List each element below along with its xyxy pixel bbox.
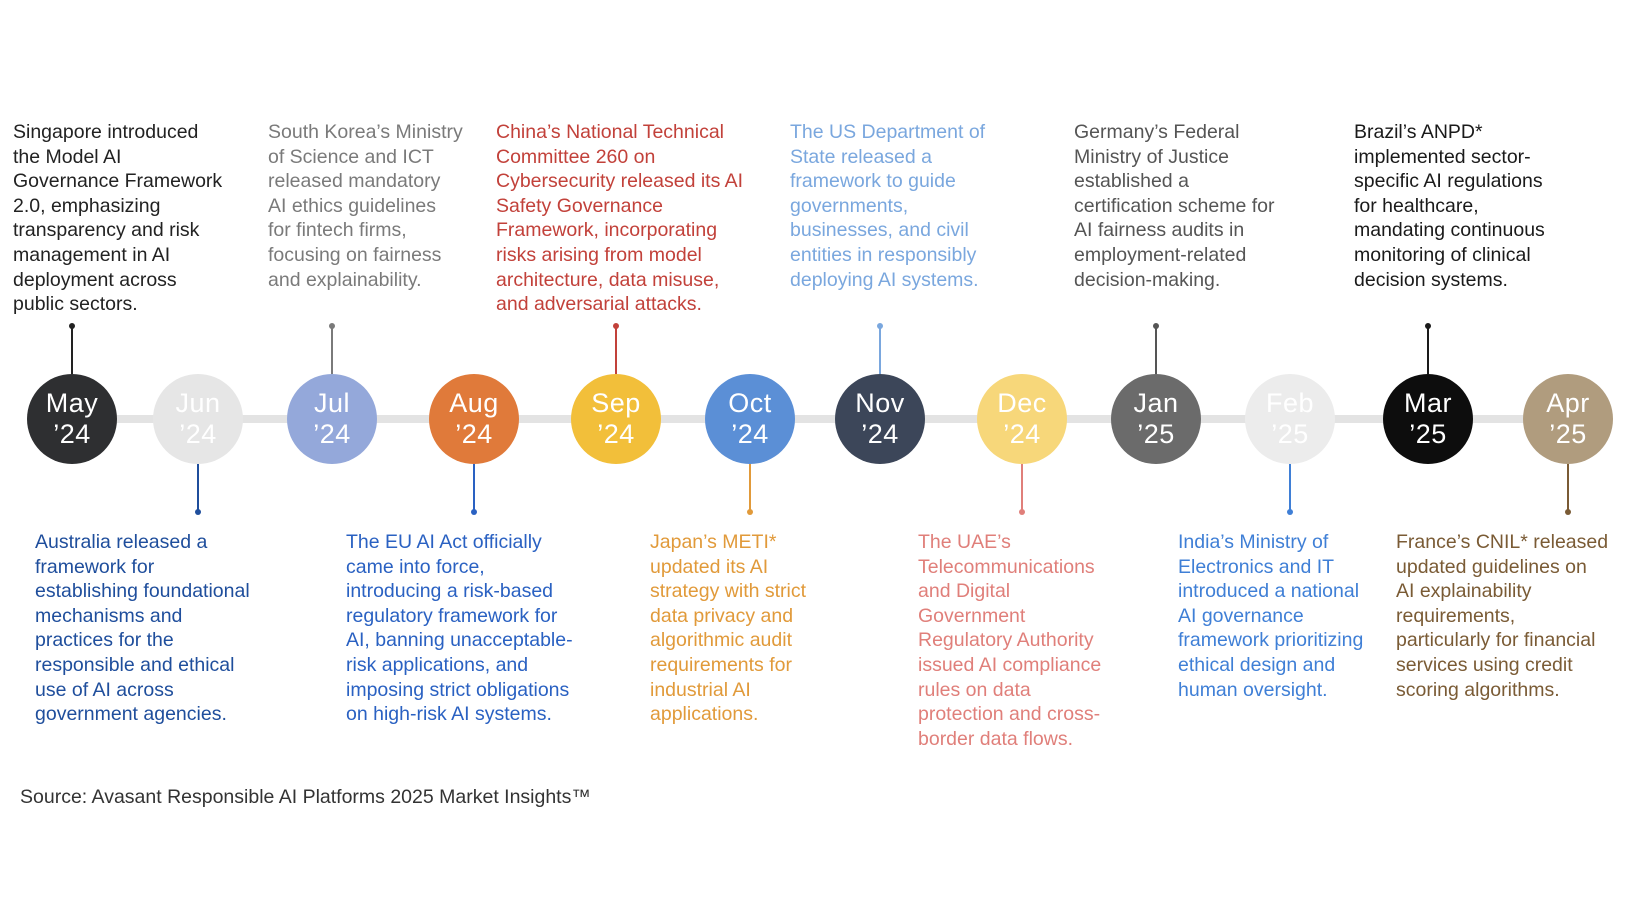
- connector-dot: [1565, 509, 1571, 515]
- connector-dot: [195, 509, 201, 515]
- connector-dot: [1153, 323, 1159, 329]
- event-description: Japan’s METI* updated its AI strategy with strict data privacy and algorithmic audit requirements for industrial AI applications.: [650, 531, 807, 726]
- event-description: Germany’s Federal Ministry of Justice established a certification scheme for AI fairness audits in employment-related decision-making.: [1074, 121, 1275, 291]
- node-year: ’24: [731, 419, 769, 449]
- event-description: China’s National Technical Committee 260 on Cybersecurity released its AI Safety Governance Framework, incorporating risks arising from model architecture, data misuse, and adversarial attacks.: [496, 121, 744, 316]
- connector-line: [879, 326, 881, 374]
- timeline-node-aug: [429, 374, 519, 464]
- node-month: Apr: [1546, 388, 1590, 418]
- node-year: ’24: [1003, 419, 1041, 449]
- event-description: South Korea’s Ministry of Science and ICT released mandatory AI ethics guidelines for fintech firms, focusing on fairness and explainability.: [268, 121, 463, 291]
- node-year: ’24: [861, 419, 899, 449]
- node-month: Nov: [855, 388, 905, 418]
- timeline-node-jan: [1111, 374, 1201, 464]
- connector-line: [615, 326, 617, 374]
- connector-line: [1289, 464, 1291, 512]
- event-description: The UAE’s Telecommunications and Digital Government Regulatory Authority issued AI compliance rules on data protection and cross- border data flows.: [918, 531, 1102, 750]
- timeline-node-apr: [1523, 374, 1613, 464]
- connector-dot: [69, 323, 75, 329]
- node-month: Feb: [1265, 388, 1315, 418]
- connector-line: [197, 464, 199, 512]
- connector-dot: [1287, 509, 1293, 515]
- event-description: France’s CNIL* released updated guidelines on AI explainability requirements, particularly for financial services using credit scoring algorithms.: [1396, 531, 1609, 701]
- node-month: Jan: [1133, 388, 1179, 418]
- event-description: The US Department of State released a framework to guide governments, businesses, and civil entities in responsibly deploying AI systems.: [790, 121, 986, 291]
- connector-dot: [613, 323, 619, 329]
- node-year: ’24: [313, 419, 351, 449]
- timeline-node-feb: [1245, 374, 1335, 464]
- event-description: Singapore introduced the Model AI Governance Framework 2.0, emphasizing transparency and risk management in AI deployment across public sectors.: [13, 121, 223, 316]
- source-note: Source: Avasant Responsible AI Platforms 2025 Market Insights™: [20, 786, 591, 808]
- connector-line: [1021, 464, 1023, 512]
- timeline-node-jul: [287, 374, 377, 464]
- node-month: Sep: [591, 388, 641, 418]
- connector-line: [1155, 326, 1157, 374]
- event-description: Brazil’s ANPD* implemented sector- specific AI regulations for healthcare, mandating continuous monitoring of clinical decision systems.: [1354, 121, 1545, 291]
- event-description: India’s Ministry of Electronics and IT introduced a national AI governance framework prioritizing ethical design and human oversight.: [1178, 531, 1364, 701]
- node-month: Aug: [449, 388, 499, 418]
- connector-dot: [877, 323, 883, 329]
- node-month: Jun: [175, 388, 221, 418]
- connector-line: [749, 464, 751, 512]
- connector-line: [1427, 326, 1429, 374]
- timeline-axis: [40, 415, 1600, 423]
- connector-line: [331, 326, 333, 374]
- timeline-node-sep: [571, 374, 661, 464]
- node-year: ’25: [1549, 419, 1587, 449]
- connector-dot: [1425, 323, 1431, 329]
- node-year: ’24: [455, 419, 493, 449]
- timeline-node-dec: [977, 374, 1067, 464]
- timeline-node-jun: [153, 374, 243, 464]
- node-month: Dec: [997, 388, 1047, 418]
- timeline-node-oct: [705, 374, 795, 464]
- connector-line: [71, 326, 73, 374]
- node-month: Jul: [313, 388, 350, 418]
- connector-dot: [1019, 509, 1025, 515]
- event-description: The EU AI Act officially came into force, introducing a risk-based regulatory framework for AI, banning unacceptable- risk applications, and imposing strict obligations on high-risk AI systems.: [346, 531, 573, 726]
- event-description: Australia released a framework for establishing foundational mechanisms and practices for the responsible and ethical use of AI across government agencies.: [35, 531, 250, 726]
- timeline-node-may: [27, 374, 117, 464]
- connector-dot: [747, 509, 753, 515]
- connector-dot: [329, 323, 335, 329]
- node-year: ’25: [1137, 419, 1175, 449]
- connector-dot: [471, 509, 477, 515]
- node-year: ’24: [53, 419, 91, 449]
- node-year: ’24: [597, 419, 635, 449]
- node-year: ’24: [179, 419, 217, 449]
- timeline-node-mar: [1383, 374, 1473, 464]
- connector-line: [1567, 464, 1569, 512]
- timeline-node-nov: [835, 374, 925, 464]
- node-month: Oct: [728, 388, 772, 418]
- connector-line: [473, 464, 475, 512]
- node-month: May: [45, 388, 99, 418]
- node-year: ’25: [1271, 419, 1309, 449]
- node-year: ’25: [1409, 419, 1447, 449]
- node-month: Mar: [1404, 388, 1452, 418]
